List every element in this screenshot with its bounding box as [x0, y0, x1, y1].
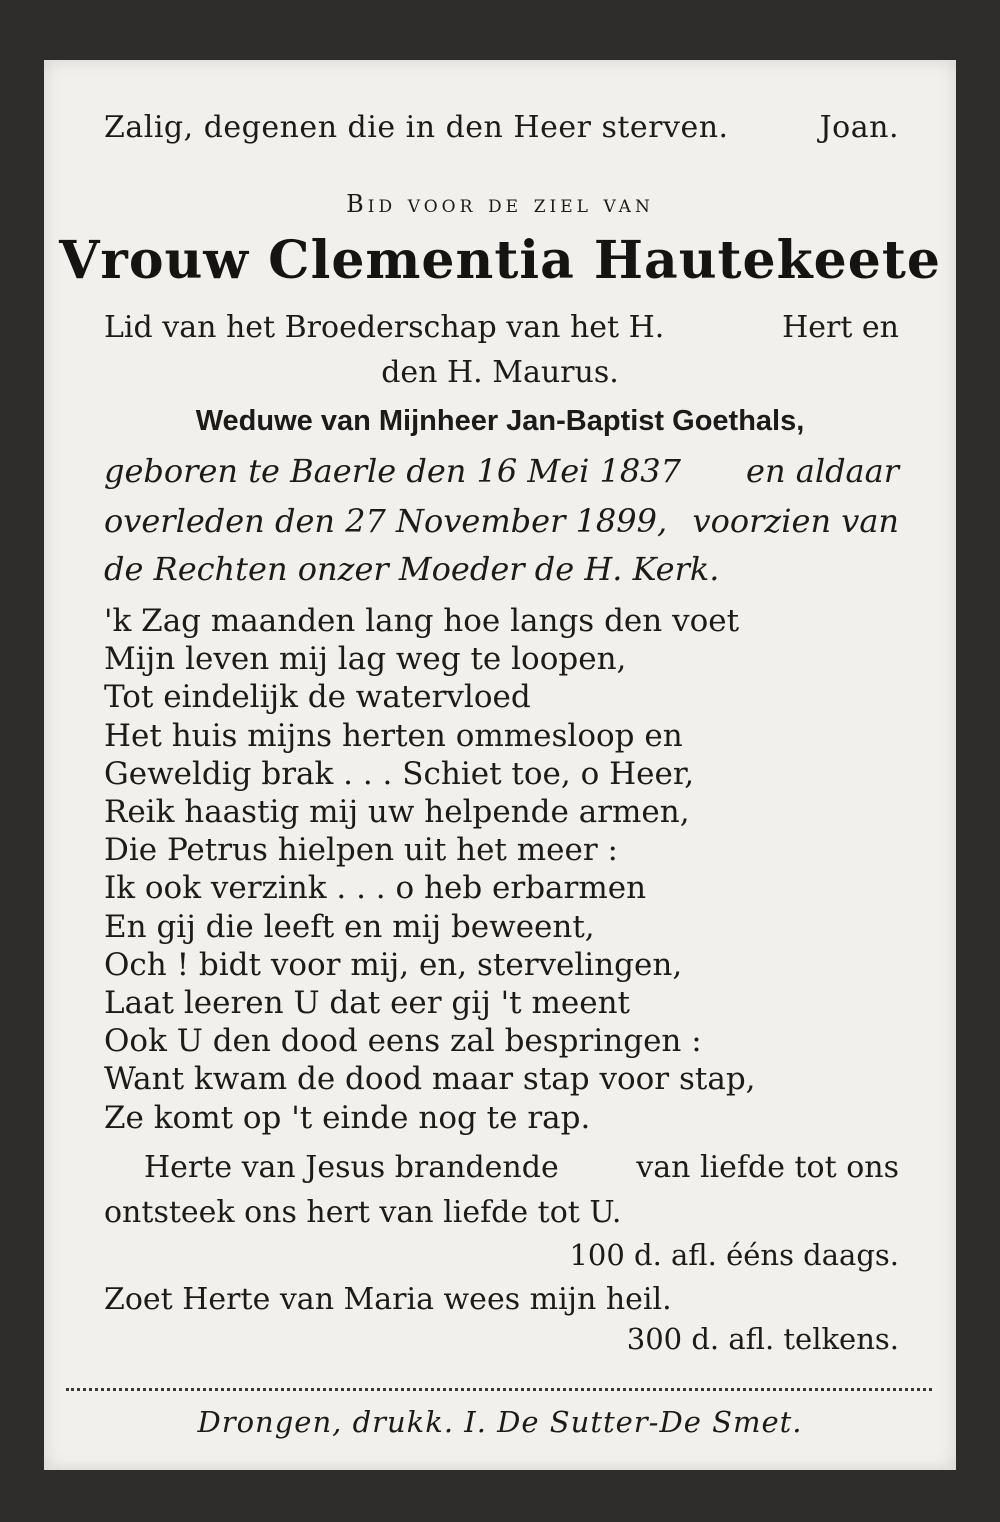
bid-line: Bid voor de ziel van	[346, 190, 654, 218]
epigraph-source: Joan.	[819, 110, 899, 145]
sacred-heart-prayer-b: van liefde tot ons	[636, 1150, 899, 1185]
deceased-name: Vrouw Clementia Hautekeete	[59, 230, 941, 291]
brotherhood-line-1-a: Lid van het Broederschap van het H.	[104, 310, 665, 345]
poem-line: Och ! bidt voor mij, en, stervelingen,	[104, 946, 683, 983]
mary-prayer: Zoet Herte van Maria wees mijn heil.	[104, 1282, 672, 1317]
death-line-b: voorzien van	[692, 502, 899, 540]
poem-line: Ik ook verzink . . . o heb erbarmen	[104, 870, 647, 907]
poem-line: 'k Zag maanden lang hoe langs den voet	[104, 603, 740, 639]
poem-line: Mijn leven mij lag weg te loopen,	[104, 641, 627, 678]
birth-line-b: en aldaar	[746, 452, 899, 490]
dotted-divider	[66, 1388, 932, 1391]
brotherhood-line-1	[104, 310, 899, 345]
epigraph	[104, 110, 899, 145]
poem-line: Laat leeren U dat eer gij 't meent	[104, 985, 631, 1022]
sacred-heart-prayer-line-1	[144, 1150, 899, 1185]
poem-line: Tot eindelijk de watervloed	[104, 679, 531, 716]
death-line	[104, 502, 899, 540]
birth-line-a: geboren te Baerle den 16 Mei 1837	[104, 452, 681, 490]
poem-line: Die Petrus hielpen uit het meer :	[104, 832, 618, 869]
printer-line: Drongen, drukk. I. De Sutter-De Smet.	[197, 1405, 803, 1439]
poem	[104, 602, 904, 1137]
sacred-heart-prayer-a: Herte van Jesus brandende	[144, 1150, 559, 1185]
indulgence-1: 100 d. afl. ééns daags.	[569, 1238, 899, 1272]
poem-line: Ook U den dood eens zal bespringen :	[104, 1023, 702, 1060]
rites-line: de Rechten onzer Moeder de H. Kerk.	[104, 550, 720, 588]
poem-line: Ze komt op 't einde nog te rap.	[104, 1099, 591, 1136]
birth-line	[104, 452, 899, 490]
brotherhood-line-1-b: Hert en	[782, 310, 899, 345]
widow-line: Weduwe van Mijnheer Jan-Baptist Goethals,	[195, 405, 805, 437]
sacred-heart-prayer-line-2: ontsteek ons hert van liefde tot U.	[104, 1195, 622, 1230]
poem-line: Reik haastig mij uw helpende armen,	[104, 794, 690, 831]
indulgence-2: 300 d. afl. telkens.	[626, 1322, 899, 1356]
epigraph-text: Zalig, degenen die in den Heer sterven.	[104, 110, 729, 145]
brotherhood-line-2: den H. Maurus.	[381, 355, 619, 390]
poem-line: Het huis mijns herten ommesloop en	[104, 717, 683, 754]
poem-line: En gij die leeft en mij beweent,	[104, 908, 595, 945]
death-line-a: overleden den 27 November 1899,	[104, 502, 668, 540]
poem-line: Want kwam de dood maar stap voor stap,	[104, 1061, 756, 1098]
poem-line: Geweldig brak . . . Schiet toe, o Heer,	[104, 755, 695, 792]
card-paper	[44, 60, 956, 1470]
